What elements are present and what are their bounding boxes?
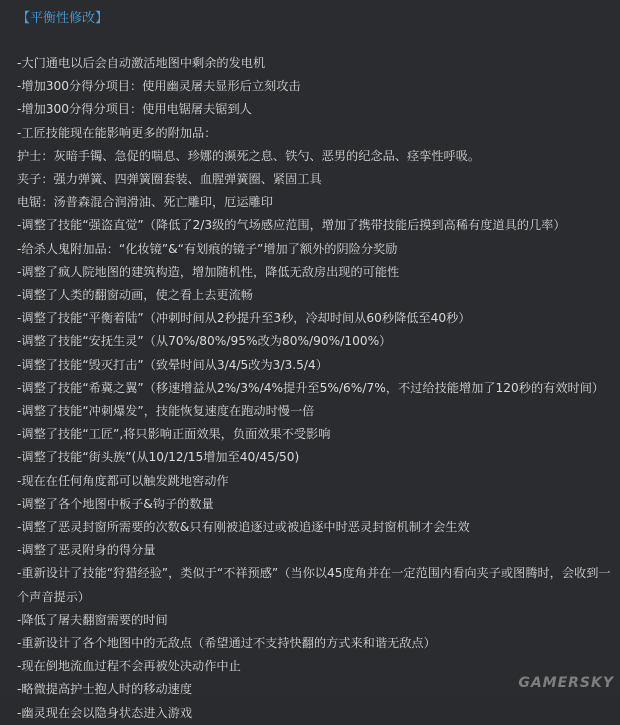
change-item: -给杀人鬼附加品：“化妆镜”&“有划痕的镜子”增加了额外的阴险分奖励 xyxy=(17,241,398,256)
gamersky-watermark: GAMERSKY xyxy=(518,675,614,691)
change-item: 电锯：汤普森混合润滑油、死亡雕印，厄运雕印 xyxy=(17,195,273,210)
change-item: -调整了技能“平衡着陆”（冲刺时间从2秒提升至3秒，冷却时间从60秒降低至40秒） xyxy=(17,311,471,326)
change-item: -降低了屠夫翻窗需要的时间 xyxy=(17,612,168,627)
change-item: -重新设计了技能“狩猎经验”，类似于“不祥预感”（当你以45度角并在一定范围内看向夹子或图腾时，会收到一个声音提示） xyxy=(17,566,611,604)
change-item: 夹子：强力弹簧、四弹簧圈套装、血腥弹簧圈、紧固工具 xyxy=(17,172,322,187)
change-item: -重新设计了各个地图中的无敌点（希望通过不支持快翻的方式来和谐无敌点） xyxy=(17,636,436,651)
change-item: -增加300分得分项目：使用幽灵屠夫显形后立刻攻击 xyxy=(17,79,301,94)
change-item: -调整了技能“强盗直觉”（降低了2/3级的气场感应范围，增加了携带技能后摸到高稀有度道具的几率） xyxy=(17,218,566,233)
change-item: -略微提高护士抱人时的移动速度 xyxy=(17,682,193,697)
change-item: -调整了恶灵封窗所需要的次数&只有刚被追逐过或被追逐中时恶灵封窗机制才会生效 xyxy=(17,520,470,535)
change-item: -调整了技能“希冀之翼”（移速增益从2%/3%/4%提升至5%/6%/7%，不过给技能增加了120秒的有效时间） xyxy=(17,380,605,395)
change-item: -调整了人类的翻窗动画，使之看上去更流畅 xyxy=(17,288,253,303)
change-item: -调整了技能“安抚生灵”（从70%/80%/95%改为80%/90%/100%） xyxy=(17,334,392,349)
change-item: -工匠技能现在能影响更多的附加品： xyxy=(17,125,217,140)
change-item: -调整了技能“工匠”,将只影响正面效果，负面效果不受影响 xyxy=(17,427,331,442)
change-item: -调整了技能“冲刺爆发”，技能恢复速度在跑动时慢一倍 xyxy=(17,404,315,419)
change-item: -增加300分得分项目：使用电锯屠夫锯到人 xyxy=(17,102,252,117)
change-item: 护士：灰暗手镯、急促的喘息、珍娜的濒死之息、铁勺、恶男的纪念品、痉挛性呼吸。 xyxy=(17,148,481,163)
change-item: -调整了技能“毁灭打击”（致晕时间从3/4/5改为3/3.5/4） xyxy=(17,357,328,372)
change-item: -调整了疯人院地图的建筑构造，增加随机性，降低无敌房出现的可能性 xyxy=(17,264,400,279)
change-item: -幽灵现在会以隐身状态进入游戏 xyxy=(17,705,193,720)
change-list xyxy=(17,52,613,725)
change-item: -现在倒地流血过程不会再被处决动作中止 xyxy=(17,659,241,674)
section-title: 【平衡性修改】 xyxy=(17,11,109,26)
change-item: -大门通电以后会自动激活地图中剩余的发电机 xyxy=(17,56,266,70)
change-item: -调整了技能“街头族”(从10/12/15增加至40/45/50) xyxy=(17,450,300,465)
change-item: -调整了各个地图中板子&钩子的数量 xyxy=(17,496,214,511)
change-item: -现在在任何角度都可以触发跳地窖动作 xyxy=(17,473,229,488)
change-item: -调整了恶灵附身的得分量 xyxy=(17,543,156,558)
